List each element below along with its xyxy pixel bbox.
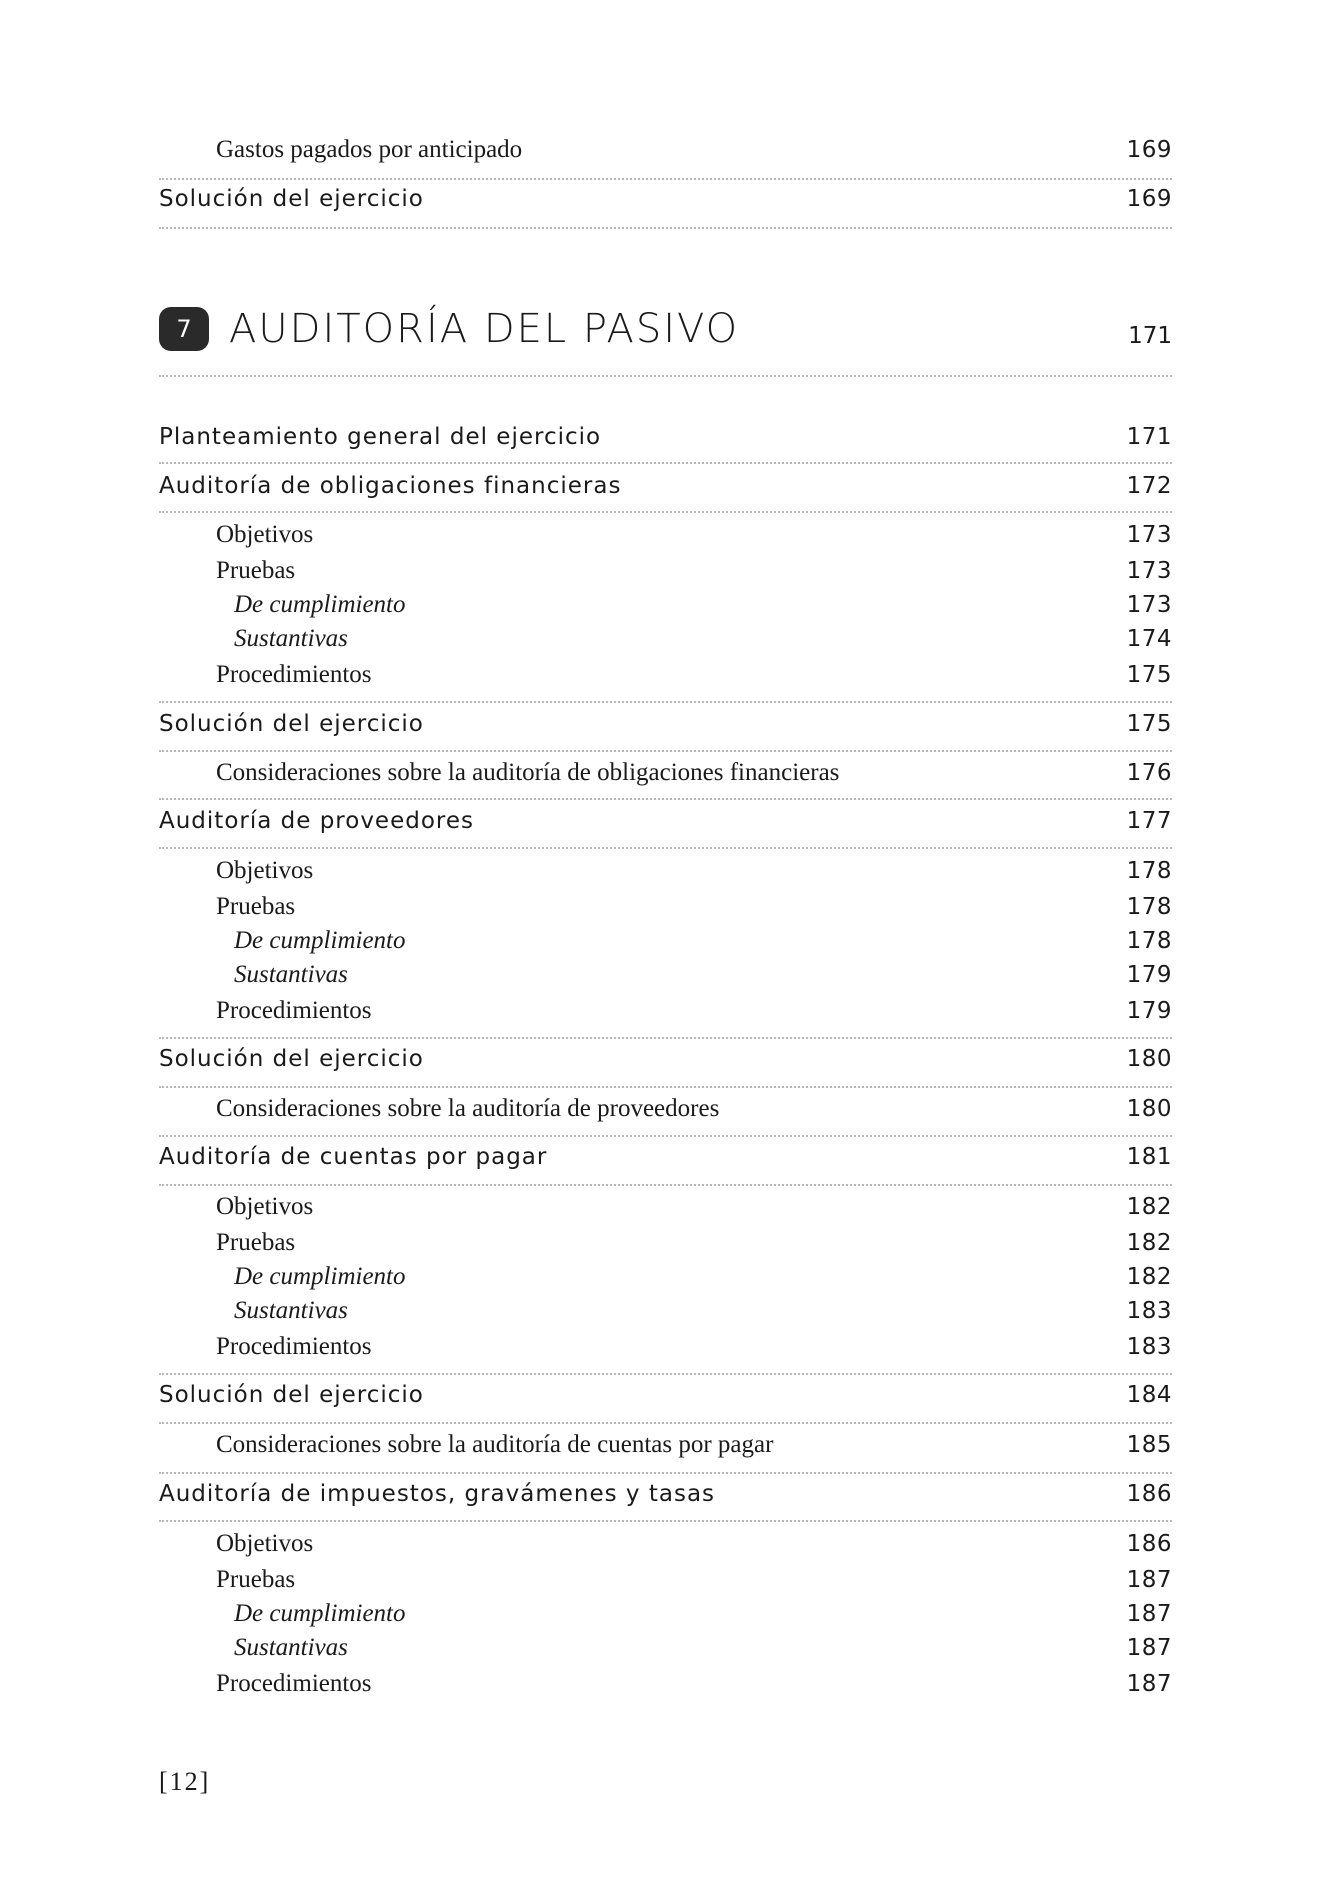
toc-entry-label: Pruebas (216, 1229, 296, 1256)
toc-entry-label: Solución del ejercicio (159, 186, 424, 212)
toc-entry (159, 1566, 1172, 1594)
dotted-divider (159, 375, 1172, 377)
page-number: [12] (159, 1767, 211, 1796)
toc-entry-page: 175 (1126, 662, 1172, 688)
toc-entry-label: Solución del ejercicio (159, 1046, 424, 1072)
toc-entry-label: De cumplimiento (234, 927, 406, 954)
toc-entry-label: Auditoría de proveedores (159, 808, 474, 834)
toc-entry (159, 1046, 1172, 1072)
toc-entry (159, 661, 1172, 689)
chapter-number-badge: 7 (159, 307, 209, 351)
toc-entry (159, 1229, 1172, 1257)
toc-entry-label: Solución del ejercicio (159, 1382, 424, 1408)
dotted-divider (159, 1037, 1172, 1039)
toc-entry-page: 178 (1126, 928, 1172, 954)
toc-entry-label: Objetivos (216, 857, 314, 884)
dotted-divider (159, 798, 1172, 800)
toc-entry-page: 187 (1126, 1567, 1172, 1593)
toc-entry-label: Planteamiento general del ejercicio (159, 424, 602, 450)
toc-entry-page: 186 (1126, 1481, 1172, 1507)
toc-entry (159, 186, 1172, 212)
toc-entry (159, 1530, 1172, 1558)
toc-entry-label: Objetivos (216, 1193, 314, 1220)
toc-entry-label: Auditoría de cuentas por pagar (159, 1144, 548, 1170)
toc-entry-page: 187 (1126, 1601, 1172, 1627)
dotted-divider (159, 701, 1172, 703)
toc-entry-page: 182 (1126, 1264, 1172, 1290)
toc-entry-label: Sustantivas (234, 1634, 348, 1661)
toc-entry-page: 183 (1126, 1298, 1172, 1324)
dotted-divider (159, 1520, 1172, 1522)
toc-entry (159, 997, 1172, 1025)
toc-entry-label: Objetivos (216, 521, 314, 548)
toc-entry (159, 424, 1172, 450)
toc-entry-page: 186 (1126, 1531, 1172, 1557)
toc-entry (159, 1600, 1172, 1628)
toc-entry (159, 557, 1172, 585)
dotted-divider (159, 1373, 1172, 1375)
toc-entry (159, 711, 1172, 737)
toc-entry-label: De cumplimiento (234, 591, 406, 618)
toc-entry-page: 172 (1126, 473, 1172, 499)
toc-entry-page: 178 (1126, 894, 1172, 920)
toc-entry-label: Consideraciones sobre la auditoría de obligaciones financieras (216, 759, 840, 786)
chapter-page: 171 (1128, 323, 1172, 349)
dotted-divider (159, 462, 1172, 464)
toc-entry-page: 169 (1126, 137, 1172, 163)
toc-entry-page: 187 (1126, 1671, 1172, 1697)
toc-entry (159, 808, 1172, 834)
toc-entry-page: 178 (1126, 858, 1172, 884)
toc-entry-page: 179 (1126, 962, 1172, 988)
chapter-title: AUDITORÍA DEL PASIVO (229, 306, 740, 352)
toc-entry-label: Procedimientos (216, 661, 372, 688)
toc-entry-label: Objetivos (216, 1530, 314, 1557)
toc-entry-label: Consideraciones sobre la auditoría de proveedores (216, 1095, 720, 1122)
dotted-divider (159, 750, 1172, 752)
toc-entry (159, 136, 1172, 164)
toc-entry-page: 182 (1126, 1230, 1172, 1256)
toc-entry (159, 1670, 1172, 1698)
toc-entry-page: 173 (1126, 522, 1172, 548)
toc-entry-page: 173 (1126, 592, 1172, 618)
toc-entry-label: Consideraciones sobre la auditoría de cuentas por pagar (216, 1431, 774, 1458)
toc-entry-page: 173 (1126, 558, 1172, 584)
toc-entry-label: De cumplimiento (234, 1263, 406, 1290)
toc-entry-page: 169 (1126, 186, 1172, 212)
toc-entry-label: Pruebas (216, 1566, 296, 1593)
toc-entry-page: 180 (1126, 1046, 1172, 1072)
dotted-divider (159, 1422, 1172, 1424)
toc-entry-label: Procedimientos (216, 1670, 372, 1697)
toc-entry (159, 1144, 1172, 1170)
toc-entry (159, 1481, 1172, 1507)
toc-entry-page: 174 (1126, 626, 1172, 652)
toc-entry-label: Sustantivas (234, 625, 348, 652)
toc-entry-label: Procedimientos (216, 997, 372, 1024)
toc-entry (159, 1297, 1172, 1325)
dotted-divider (159, 178, 1172, 180)
toc-entry (159, 625, 1172, 653)
toc-entry-page: 184 (1126, 1382, 1172, 1408)
toc-entry (159, 927, 1172, 955)
toc-entry-label: De cumplimiento (234, 1600, 406, 1627)
toc-entry-page: 175 (1126, 711, 1172, 737)
toc-entry-page: 180 (1126, 1096, 1172, 1122)
dotted-divider (159, 847, 1172, 849)
toc-entry (159, 857, 1172, 885)
toc-entry (159, 473, 1172, 499)
toc-entry-label: Auditoría de impuestos, gravámenes y tasas (159, 1481, 716, 1507)
toc-entry-page: 187 (1126, 1635, 1172, 1661)
toc-entry (159, 759, 1172, 787)
toc-entry (159, 1263, 1172, 1291)
toc-entry (159, 893, 1172, 921)
toc-entry-page: 183 (1126, 1334, 1172, 1360)
toc-entry-page: 177 (1126, 808, 1172, 834)
toc-entry-page: 185 (1126, 1432, 1172, 1458)
toc-entry-label: Procedimientos (216, 1333, 372, 1360)
toc-entry-label: Gastos pagados por anticipado (216, 136, 523, 163)
toc-entry (159, 961, 1172, 989)
toc-entry-label: Auditoría de obligaciones financieras (159, 473, 622, 499)
toc-entry (159, 1095, 1172, 1123)
toc-entry-label: Sustantivas (234, 1297, 348, 1324)
dotted-divider (159, 1184, 1172, 1186)
toc-entry-page: 182 (1126, 1194, 1172, 1220)
toc-entry-page: 179 (1126, 998, 1172, 1024)
toc-entry (159, 1333, 1172, 1361)
dotted-divider (159, 511, 1172, 513)
dotted-divider (159, 1472, 1172, 1474)
toc-entry (159, 1382, 1172, 1408)
toc-entry (159, 1431, 1172, 1459)
dotted-divider (159, 227, 1172, 229)
toc-entry-label: Pruebas (216, 893, 296, 920)
toc-entry-page: 176 (1126, 760, 1172, 786)
toc-entry-label: Solución del ejercicio (159, 711, 424, 737)
toc-entry (159, 521, 1172, 549)
dotted-divider (159, 1135, 1172, 1137)
chapter-heading (159, 306, 1172, 352)
toc-entry-label: Pruebas (216, 557, 296, 584)
toc-entry-page: 171 (1126, 424, 1172, 450)
toc-entry (159, 1193, 1172, 1221)
toc-entry (159, 1634, 1172, 1662)
dotted-divider (159, 1086, 1172, 1088)
toc-entry-label: Sustantivas (234, 961, 348, 988)
toc-entry-page: 181 (1126, 1144, 1172, 1170)
toc-entry (159, 591, 1172, 619)
